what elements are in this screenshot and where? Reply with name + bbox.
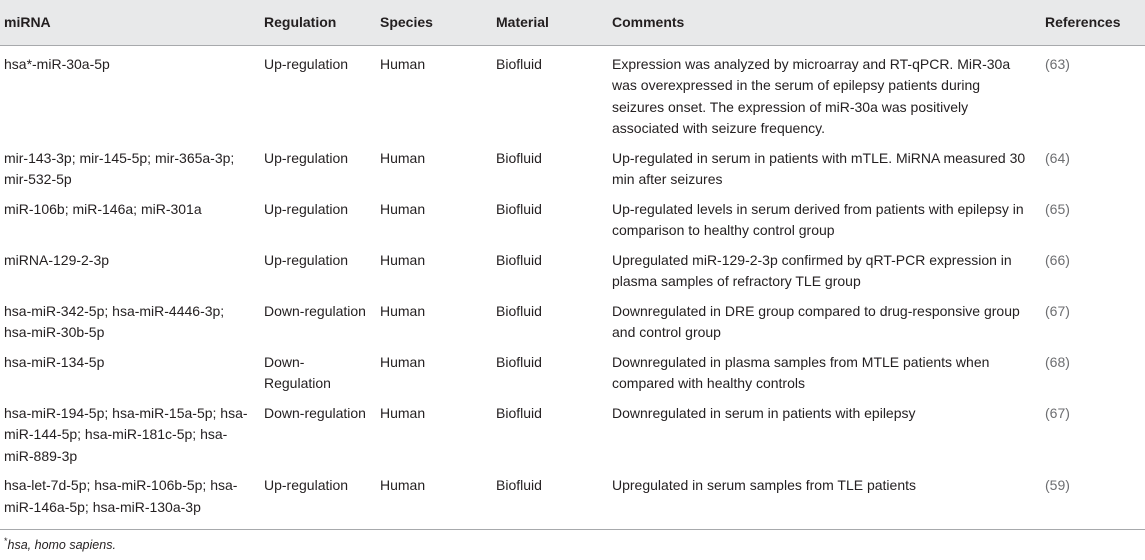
table-row xyxy=(0,246,1145,297)
column-header-species: Species xyxy=(374,0,490,45)
reference-link[interactable]: (65) xyxy=(1045,200,1070,217)
cell-species: Human xyxy=(380,302,426,319)
cell-material: Biofluid xyxy=(496,149,542,166)
cell-material: Biofluid xyxy=(496,251,542,268)
cell-material: Biofluid xyxy=(496,302,542,319)
cell-species: Human xyxy=(380,55,426,72)
table-row xyxy=(0,144,1145,195)
cell-regulation: Up-regulation xyxy=(264,251,349,268)
cell-material: Biofluid xyxy=(496,404,542,421)
table-row xyxy=(0,195,1145,246)
table-header xyxy=(0,0,1145,45)
cell-material: Biofluid xyxy=(496,55,542,72)
cell-mirna: hsa*-miR-30a-5p xyxy=(4,55,110,72)
column-header-mirna: miRNA xyxy=(0,0,258,45)
cell-regulation: Up-regulation xyxy=(264,149,349,166)
cell-comments: Downregulated in DRE group compared to drug-responsive group and control group xyxy=(612,302,1020,340)
reference-link[interactable]: (59) xyxy=(1045,477,1070,493)
column-header-material: Material xyxy=(490,0,606,45)
reference-link[interactable]: (66) xyxy=(1045,251,1070,268)
table-row xyxy=(0,471,1145,530)
cell-comments: Downregulated in plasma samples from MTLE patients when compared with healthy controls xyxy=(612,353,990,391)
table-row xyxy=(0,297,1145,348)
cell-comments: Up-regulated in serum in patients with mTLE. MiRNA measured 30 min after seizures xyxy=(612,149,1026,187)
cell-mirna: miRNA-129-2-3p xyxy=(4,251,110,268)
cell-comments: Up-regulated levels in serum derived from patients with epilepsy in comparison to healthy control group xyxy=(612,200,1024,238)
cell-species: Human xyxy=(374,471,490,530)
cell-mirna: hsa-let-7d-5p; hsa-miR-106b-5p; hsa-miR-146a-5p; hsa-miR-130a-3p xyxy=(0,471,258,530)
cell-comments: Upregulated in serum samples from TLE patients xyxy=(606,471,1039,530)
table-row xyxy=(0,399,1145,472)
cell-regulation: Down-regulation xyxy=(264,302,366,319)
column-header-comments: Comments xyxy=(606,0,1039,45)
reference-link[interactable]: (67) xyxy=(1045,302,1070,319)
header-row xyxy=(0,0,1145,45)
cell-mirna: hsa-miR-194-5p; hsa-miR-15a-5p; hsa-miR-144-5p; hsa-miR-181c-5p; hsa-miR-889-3p xyxy=(4,404,248,464)
table-row xyxy=(0,45,1145,144)
cell-comments: Expression was analyzed by microarray and RT-qPCR. MiR-30a was overexpressed in the serum of epilepsy patients during seizures onset. The expression of miR-30a was positively associated with seizure frequency. xyxy=(612,55,1011,136)
table-row xyxy=(0,348,1145,399)
cell-mirna: miR-106b; miR-146a; miR-301a xyxy=(4,200,202,217)
cell-species: Human xyxy=(380,353,426,370)
column-header-references: References xyxy=(1039,0,1145,45)
cell-species: Human xyxy=(380,251,426,268)
column-header-regulation: Regulation xyxy=(258,0,374,45)
cell-mirna: mir-143-3p; mir-145-5p; mir-365a-3p; mir-532-5p xyxy=(4,149,235,187)
cell-comments: Downregulated in serum in patients with epilepsy xyxy=(612,404,916,421)
cell-mirna: hsa-miR-134-5p xyxy=(4,353,105,370)
reference-link[interactable]: (68) xyxy=(1045,353,1070,370)
cell-material: Biofluid xyxy=(496,200,542,217)
cell-regulation: Up-regulation xyxy=(264,200,349,217)
cell-regulation: Up-regulation xyxy=(258,471,374,530)
cell-regulation: Up-regulation xyxy=(264,55,349,72)
cell-regulation: Down-regulation xyxy=(264,404,366,421)
reference-link[interactable]: (63) xyxy=(1045,55,1070,72)
reference-link[interactable]: (64) xyxy=(1045,149,1070,166)
cell-mirna: hsa-miR-342-5p; hsa-miR-4446-3p; hsa-miR-30b-5p xyxy=(4,302,225,340)
cell-regulation: Down-Regulation xyxy=(264,353,331,391)
reference-link[interactable]: (67) xyxy=(1045,404,1070,421)
table-body xyxy=(0,45,1145,530)
footnote-text: hsa, homo sapiens. xyxy=(7,538,116,552)
cell-species: Human xyxy=(380,200,426,217)
cell-comments: Upregulated miR-129-2-3p confirmed by qRT-PCR expression in plasma samples of refractory TLE group xyxy=(612,251,1012,289)
footnote-marker: * xyxy=(4,535,8,546)
table-footnote xyxy=(0,530,1145,552)
cell-material: Biofluid xyxy=(490,471,606,530)
cell-material: Biofluid xyxy=(496,353,542,370)
cell-species: Human xyxy=(380,404,426,421)
cell-species: Human xyxy=(380,149,426,166)
